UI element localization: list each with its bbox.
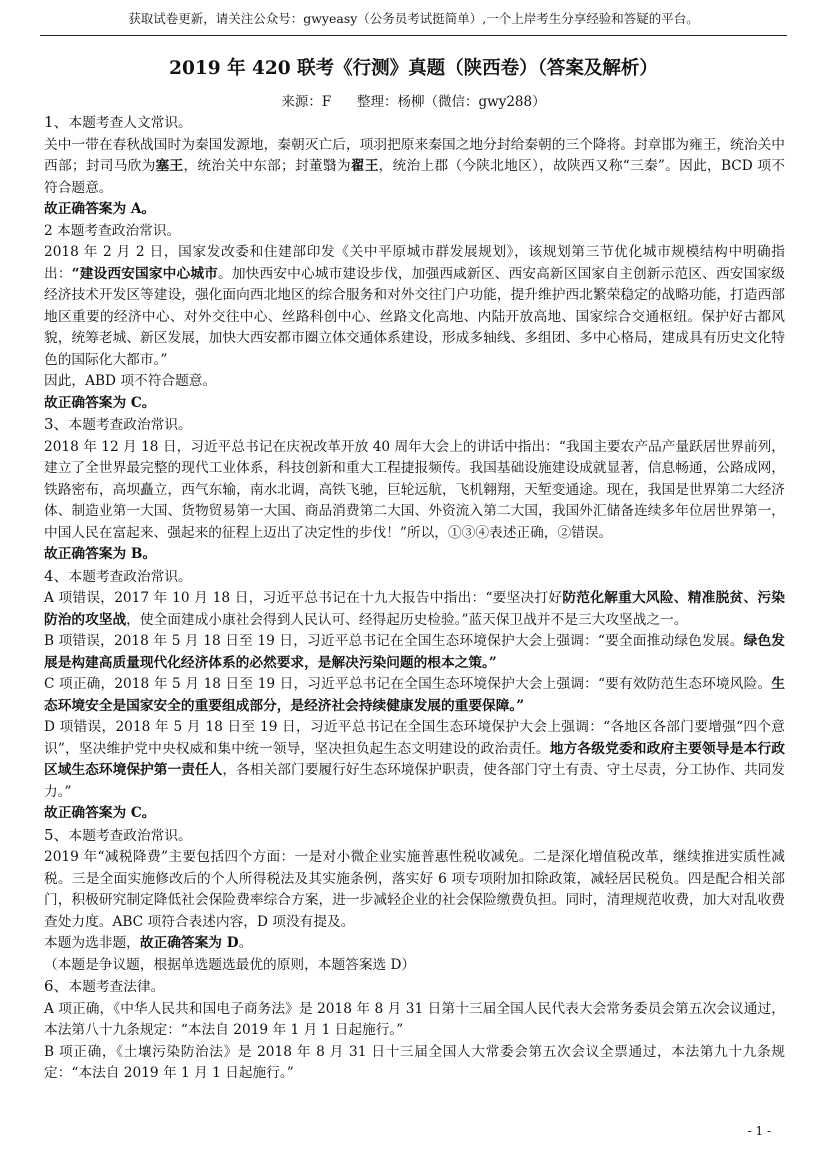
q4-a-text-2: ，使全面建成小康社会得到人民认可、经得起历史检验。”蓝天保卫战并不是三大攻坚战之一。 [126,611,688,628]
document-body [44,112,785,1085]
q3-topic: 本题考查政治常识。 [68,417,192,433]
q3-explanation: 2018 年 12 月 18 日，习近平总书记在庆祝改革开放 40 周年大会上的讲话中指出：“我国主要农产品产量跃居世界前列，建立了全世界最完整的现代工业体系，科技创新和重大工程捷报频传。我国基础设施建设成就显著，信息畅通，公路成网，铁路密布，高坝矗立，西气东输，南水北调，高铁飞驰，巨轮远航，飞机翱翔，天堑变通途。现在，我国是世界第二大经济体、制造业第一大国、货物贸易第一大国、商品消费第二大国、外资流入第二大国，我国外汇储备连续多年位居世界第一，中国人民在富起来、强起来的征程上迈出了决定性的步伐！”所以，①③④表述正确，②错误。 [44,438,785,541]
q5-number: 5、 [44,825,69,844]
q1-bold-2: 翟王 [350,158,379,174]
q2-heading: 2 本题考查政治常识。 [44,222,181,239]
q4-d-text-2: ，各相关部门要履行好生态环境保护职责，使各部门守土有责、守土尽责，分工协作、共同发力。” [44,762,785,800]
q5-note-text: 本题为选非题， [44,935,140,951]
header-divider [40,35,787,36]
q3-number: 3、 [44,415,69,433]
q6-number: 6、 [44,977,69,995]
q2-bold-1: “建设西安国家中心城市 [71,265,219,282]
q1-bold-1: 塞王 [155,158,184,174]
q3-heading [44,414,785,437]
q6-topic: 本题考查法律。 [68,979,165,995]
q1-number: 1、 [44,113,69,131]
q5-answer: 故正确答案为 D [139,935,239,951]
q4-option-c [44,674,785,717]
q4-heading [44,566,785,589]
q2-explanation [44,242,785,371]
document-subtitle [0,90,827,110]
q4-topic: 本题考查政治常识。 [68,568,192,585]
q4-answer: 故正确答案为 C。 [44,805,156,821]
q5-heading [44,825,785,848]
q4-option-a [44,588,785,631]
q4-option-d [44,717,785,803]
source-label: 来源：F [281,94,332,110]
q5-dispute-note: （本题是争议题，根据单选题选最优的原则，本题答案选 D） [44,956,416,973]
q1-explanation [44,135,785,200]
page-number: - 1 - [747,1124,771,1138]
q4-b-text: B 项错误，2018 年 5 月 18 日至 19 日，习近平总书记在全国生态环境保护大会上强调：“要全面推动绿色发展。 [44,633,744,649]
q1-answer: 故正确答案为 A。 [44,201,156,217]
q4-b-bold: 绿色发展是构建高质量现代化经济体系的必然要求，是解决污染问题的根本之策。” [44,633,785,671]
q4-number: 4、 [44,566,69,585]
q2-text-1: 2018 年 2 月 2 日，国家发改委和住建部印发《关中平原城市群发展规划》，该规划第三节优化城市规模结构中明确指出： [44,244,785,282]
q5-topic: 本题考查政治常识。 [68,827,192,844]
editor-label: 整理：杨柳（微信：gwy288） [357,94,546,110]
q4-a-bold: 防范化解重大风险、精准脱贫、污染防治的攻坚战 [44,590,785,628]
q5-note-end: 。 [238,935,253,951]
q1-topic: 本题考查人文常识。 [68,115,192,131]
q6-option-a: A 项正确，《中华人民共和国电子商务法》是 2018 年 8 月 31 日第十三届全国人民代表大会常务委员会第五次会议通过，本法第八十九条规定：“本法自 2019 年 1 月 1 日起施行。” [44,1000,785,1038]
q6-heading [44,976,785,999]
q2-conclusion: 因此，ABD 项不符合题意。 [44,373,217,389]
q4-option-b [44,631,785,674]
q1-heading [44,112,785,135]
q2-answer: 故正确答案为 C。 [44,394,156,411]
q6-option-b: B 项正确，《土壤污染防治法》是 2018 年 8 月 31 日十三届全国人大常委会第五次会议全票通过，本法第九十九条规定：“本法自 2019 年 1 月 1 日起施行。” [44,1043,785,1081]
q2-text-2: 。加快西安中心城市建设步伐，加强西咸新区、西安高新区国家自主创新示范区、西安国家级经济技术开发区等建设，强化面向西北地区的综合服务和对外交往门户功能，提升维护西北繁荣稳定的战略功能，打造西部地区重要的经济中心、对外交往中心、丝路科创中心、丝路文化高地、内陆开放高地、国家综合交通枢纽。保护好古都风貌，统筹老城、新区发展，加快大西安都市圈立体交通体系建设，形成多轴线、多组团、多中心格局，建成具有历史文化特色的国际化大都市。” [44,265,785,368]
q4-c-text: C 项正确，2018 年 5 月 18 日至 19 日，习近平总书记在全国生态环境保护大会上强调：“要有效防范生态环境风险。 [44,676,772,692]
page-header-notice: 获取试卷更新，请关注公众号：gwyeasy（公务员考试挺简单）,一个上岸考生分享经验和答疑的平台。 [128,11,699,26]
q4-c-bold: 生态环境安全是国家安全的重要组成部分，是经济社会持续健康发展的重要保障。” [44,676,785,714]
q4-a-text-1: A 项错误，2017 年 10 月 18 日，习近平总书记在十九大报告中指出：“要坚决打好 [44,590,563,606]
q5-explanation: 2019 年“减税降费”主要包括四个方面：一是对小微企业实施普惠性税收减免。二是深化增值税改革，继续推进实质性减税。三是全面实施修改后的个人所得税法及其实施条例，落实好 6 项专项附加扣除政策，减轻居民税负。四是配合相关部门，积极研究制定降低社会保险费率综合方案，进一步减轻企业的社会保险缴费负担。同时，清理规范收费，加大对乱收费查处力度。ABC 项符合表述内容，D 项没有提及。 [44,849,785,930]
q3-answer: 故正确答案为 B。 [44,546,157,562]
q5-note [44,933,785,955]
document-title: 2019 年 420 联考《行测》真题（陕西卷）（答案及解析） [169,58,658,79]
q1-text-3: ，统治上郡（今陕北地区），故陕西又称“三秦”。因此，BCD 项不符合题意。 [44,158,785,196]
q4-d-text-1: D 项错误，2018 年 5 月 18 日至 19 日，习近平总书记在全国生态环境保护大会上强调：“各地区各部门要增强“四个意识”，坚决维护党中央权威和集中统一领导，坚决担负起生态文明建设的政治责任。 [44,719,785,757]
q1-text-1: 关中一带在春秋战国时为秦国发源地，秦朝灭亡后，项羽把原来秦国之地分封给秦朝的三个降将。封章邯为雍王，统治关中西部；封司马欣为 [44,136,785,174]
q1-text-2: ，统治关中东部；封董翳为 [183,158,351,174]
q4-d-bold: 地方各级党委和政府主要领导是本行政区域生态环境保护第一责任人 [44,740,785,778]
